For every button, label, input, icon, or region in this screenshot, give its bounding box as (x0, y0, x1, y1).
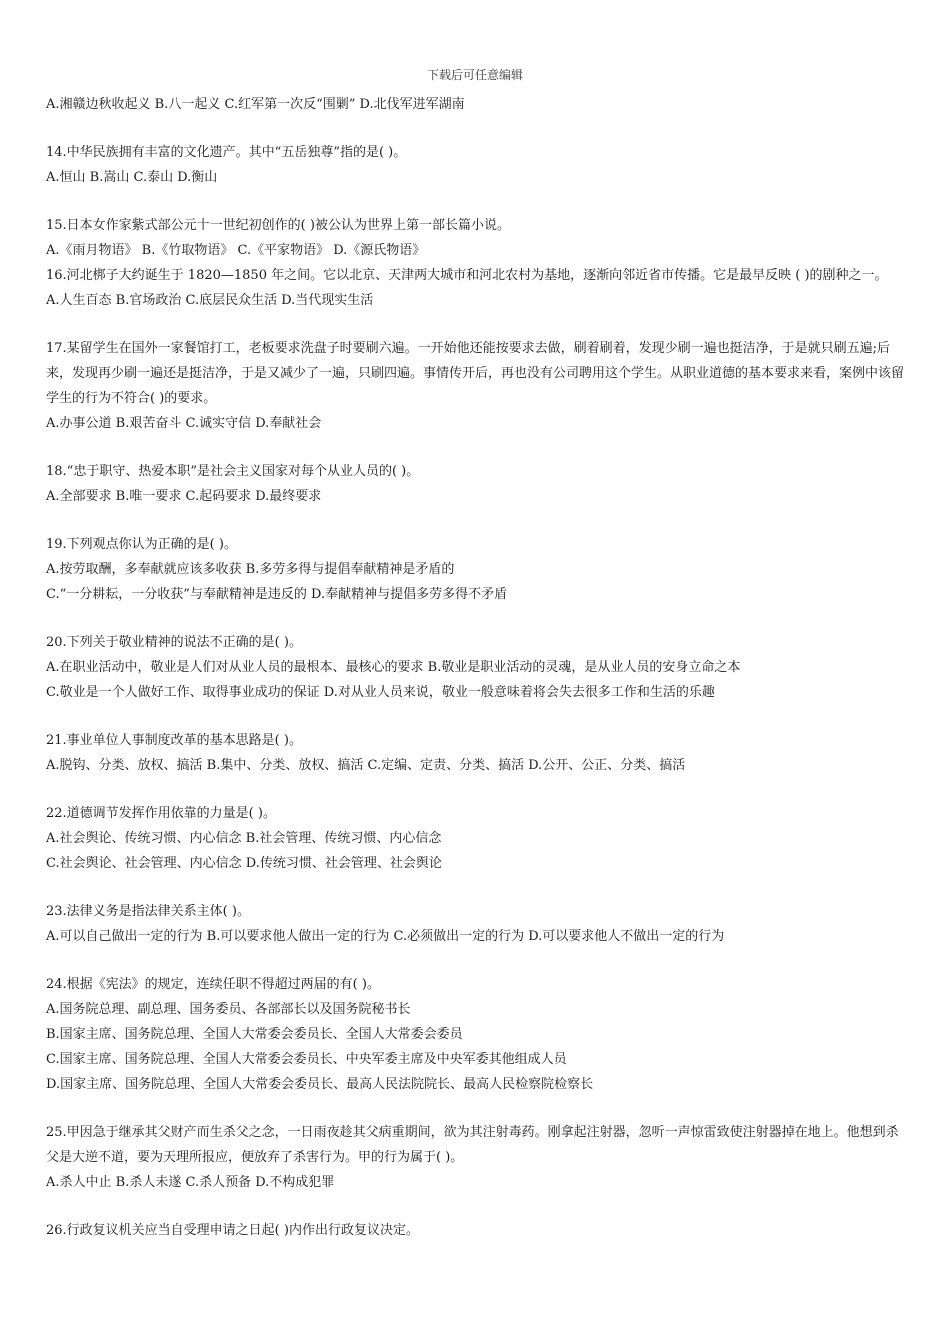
q24-option-d: D.国家主席、国务院总理、全国人大常委会委员长、最高人民法院院长、最高人民检察院检察长 (46, 1077, 594, 1092)
q25-question: 25.甲因急于继承其父财产而生杀父之念，一日雨夜趁其父病重期间，欲为其注射毒药。刚拿起注射器，忽听一声惊雷致使注射器掉在地上。他想到杀父是大逆不道，要为天理所报应，便放弃了杀害行为。甲的行为属于( )。 (46, 1125, 899, 1165)
q22-options-2: C.社会舆论、社会管理、内心信念 D.传统习惯、社会管理、社会舆论 (46, 856, 442, 871)
q20-options-2: C.敬业是一个人做好工作、取得事业成功的保证 D.对从业人员来说，敬业一般意味着将会失去很多工作和生活的乐趣 (46, 685, 715, 700)
q24-option-c: C.国家主席、国务院总理、全国人大常委会委员长、中央军委主席及中央军委其他组成人员 (46, 1052, 567, 1067)
q23-options: A.可以自己做出一定的行为 B.可以要求他人做出一定的行为 C.必须做出一定的行为 D.可以要求他人不做出一定的行为 (46, 929, 725, 944)
q13-options: A.湘赣边秋收起义 B.八一起义 C.红军第一次反“围剿” D.北伐军进军湖南 (46, 97, 465, 112)
page-header: 下载后可任意编辑 (426, 68, 523, 82)
q24-option-b: B.国家主席、国务院总理、全国人大常委会委员长、全国人大常委会委员 (46, 1027, 463, 1042)
q16-question: 16.河北梆子大约诞生于 1820—1850 年之间。它以北京、天津两大城市和河北农村为基地，逐渐向邻近省市传播。它是最早反映 ( )的剧种之一。 (46, 268, 888, 283)
q15-options: A.《雨月物语》 B.《竹取物语》 C.《平家物语》 D.《源氏物语》 (46, 243, 426, 258)
q18-question: 18.“忠于职守、热爱本职”是社会主义国家对每个从业人员的( )。 (46, 464, 420, 479)
q24-question: 24.根据《宪法》的规定，连续任职不得超过两届的有( )。 (46, 977, 380, 992)
q19-options-1: A.按劳取酬，多奉献就应该多收获 B.多劳多得与提倡奉献精神是矛盾的 (46, 562, 455, 577)
q15-question: 15.日本女作家紫式部公元十一世纪初创作的( )被公认为世界上第一部长篇小说。 (46, 218, 510, 233)
q14-question: 14.中华民族拥有丰富的文化遗产。其中“五岳独尊”指的是( )。 (46, 145, 407, 160)
q21-question: 21.事业单位人事制度改革的基本思路是( )。 (46, 733, 302, 748)
q22-options-1: A.社会舆论、传统习惯、内心信念 B.社会管理、传统习惯、内心信念 (46, 831, 442, 846)
q20-options-1: A.在职业活动中，敬业是人们对从业人员的最根本、最核心的要求 B.敬业是职业活动的灵魂，是从业人员的安身立命之本 (46, 660, 741, 675)
q23-question: 23.法律义务是指法律关系主体( )。 (46, 904, 250, 919)
q16-options: A.人生百态 B.官场政治 C.底层民众生活 D.当代现实生活 (46, 293, 374, 308)
q19-question: 19.下列观点你认为正确的是( )。 (46, 537, 237, 552)
q25-options: A.杀人中止 B.杀人未遂 C.杀人预备 D.不构成犯罪 (46, 1175, 335, 1190)
q26-question: 26.行政复议机关应当自受理申请之日起( )内作出行政复议决定。 (46, 1223, 419, 1238)
document-body (46, 92, 906, 1243)
q22-question: 22.道德调节发挥作用依靠的力量是( )。 (46, 806, 276, 821)
q17-options: A.办事公道 B.艰苦奋斗 C.诚实守信 D.奉献社会 (46, 416, 322, 431)
q18-options: A.全部要求 B.唯一要求 C.起码要求 D.最终要求 (46, 489, 322, 504)
q21-options: A.脱钩、分类、放权、搞活 B.集中、分类、放权、搞活 C.定编、定责、分类、搞活 D.公开、公正、分类、搞活 (46, 758, 686, 773)
q19-options-2: C.“一分耕耘，一分收获”与奉献精神是违反的 D.奉献精神与提倡多劳多得不矛盾 (46, 587, 508, 602)
q24-option-a: A.国务院总理、副总理、国务委员、各部部长以及国务院秘书长 (46, 1002, 411, 1017)
q14-options: A.恒山 B.嵩山 C.泰山 D.衡山 (46, 170, 218, 185)
q20-question: 20.下列关于敬业精神的说法不正确的是( )。 (46, 635, 302, 650)
q17-question: 17.某留学生在国外一家餐馆打工，老板要求洗盘子时要刷六遍。一开始他还能按要求去做，刷着刷着，发现少刷一遍也挺洁净，于是就只刷五遍;后来，发现再少刷一遍还是挺洁净，于是又减少了一遍，只刷四遍。事情传开后，再也没有公司聘用这个学生。从职业道德的基本要求来看，案例中该留学生的行为不符合( )的要求。 (46, 341, 905, 406)
